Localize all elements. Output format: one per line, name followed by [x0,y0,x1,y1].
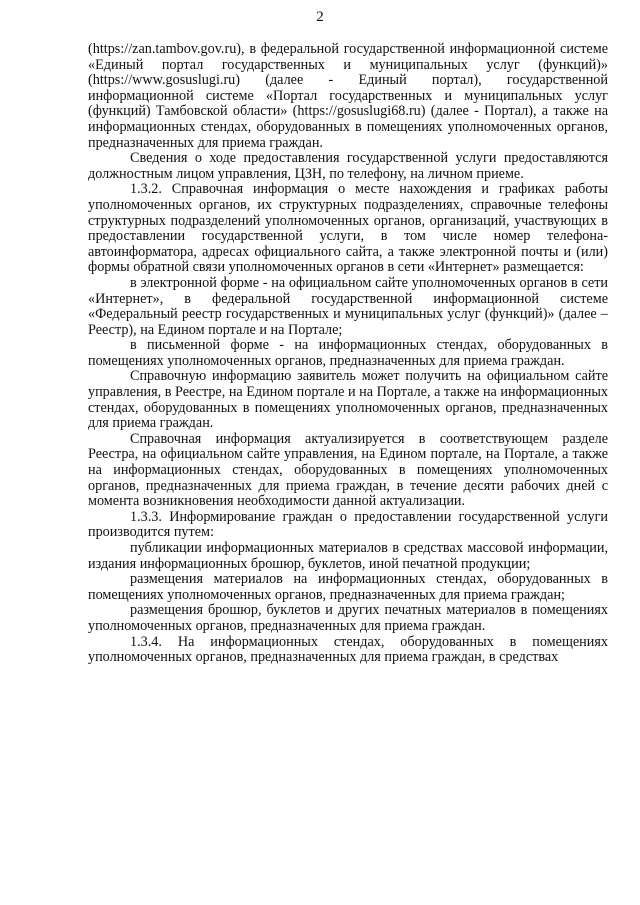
paragraph-written-form: в письменной форме - на информационных стендах, оборудованных в помещениях уполномоченных органов, предназначенных для приема граждан. [88,337,608,369]
paragraph-stand-materials: размещения материалов на информационных стендах, оборудованных в помещениях уполномоченных органов, предназначенных для приема граждан; [88,571,608,603]
paragraph-brochures: размещения брошюр, буклетов и других печатных материалов в помещениях уполномоченных органов, предназначенных для приема граждан. [88,602,608,634]
paragraph-service-status: Сведения о ходе предоставления государственной услуги предоставляются должностным лицом управления, ЦЗН, по телефону, на личном приеме. [88,150,608,182]
document-body [88,42,608,666]
paragraph-info-update: Справочная информация актуализируется в соответствующем разделе Реестра, на официальном сайте управления, на Едином портале, на Портале, а также на информационных стендах, оборудованных в помещениях уполномоченных органов, предназначенных для приема граждан, в течение десяти рабочих дней с момента возникновения необходимости данной актуализации. [88,430,608,510]
paragraph-reference-info: Справочную информацию заявитель может получить на официальном сайте управления, в Реестре, на Едином портале и на Портале, а также на информационных стендах, оборудованных в помещениях уполномоченных органов, предназначенных для приема граждан. [88,368,608,432]
paragraph-1-3-2: 1.3.2. Справочная информация о месте нахождения и графиках работы уполномоченных органов, их структурных подразделениях, справочные телефоны структурных подразделений уполномоченных органов, организаций, участвующих в предоставлении государственной услуги, в том числе номер телефона-автоинформатора, адресах официального сайта, а также электронной почты и (или) формы обратной связи уполномоченных органов в сети «Интернет» размещается: [88,181,608,276]
paragraph-media-publication: публикации информационных материалов в средствах массовой информации, издания информационных брошюр, буклетов, иной печатной продукции; [88,540,608,572]
paragraph-electronic-form: в электронной форме - на официальном сайте уполномоченных органов в сети «Интернет», в федеральной государственной информационной системе «Федеральный реестр государственных и муниципальных услуг (функций)» (далее – Реестр), на Едином портале и на Портале; [88,274,608,338]
page-number: 2 [316,9,324,25]
paragraph-1-3-3: 1.3.3. Информирование граждан о предоставлении государственной услуги производится путем: [88,508,608,541]
paragraph-portal-continuation: (https://zan.tambov.gov.ru), в федеральной государственной информационной системе «Единый портал государственных и муниципальных услуг (функций)» (https://www.gosuslugi.ru) (далее - Единый портал), государственной информационной системе «Портал государственных и муниципальных услуг (функций) Тамбовской области» (https://gosuslugi68.ru) (далее - Портал), а также на информационных стендах, оборудованных в помещениях уполномоченных органов, предназначенных для приема граждан. [88,41,608,151]
paragraph-1-3-4: 1.3.4. На информационных стендах, оборудованных в помещениях уполномоченных органов, предназначенных для приема граждан, в средствах [88,633,608,666]
